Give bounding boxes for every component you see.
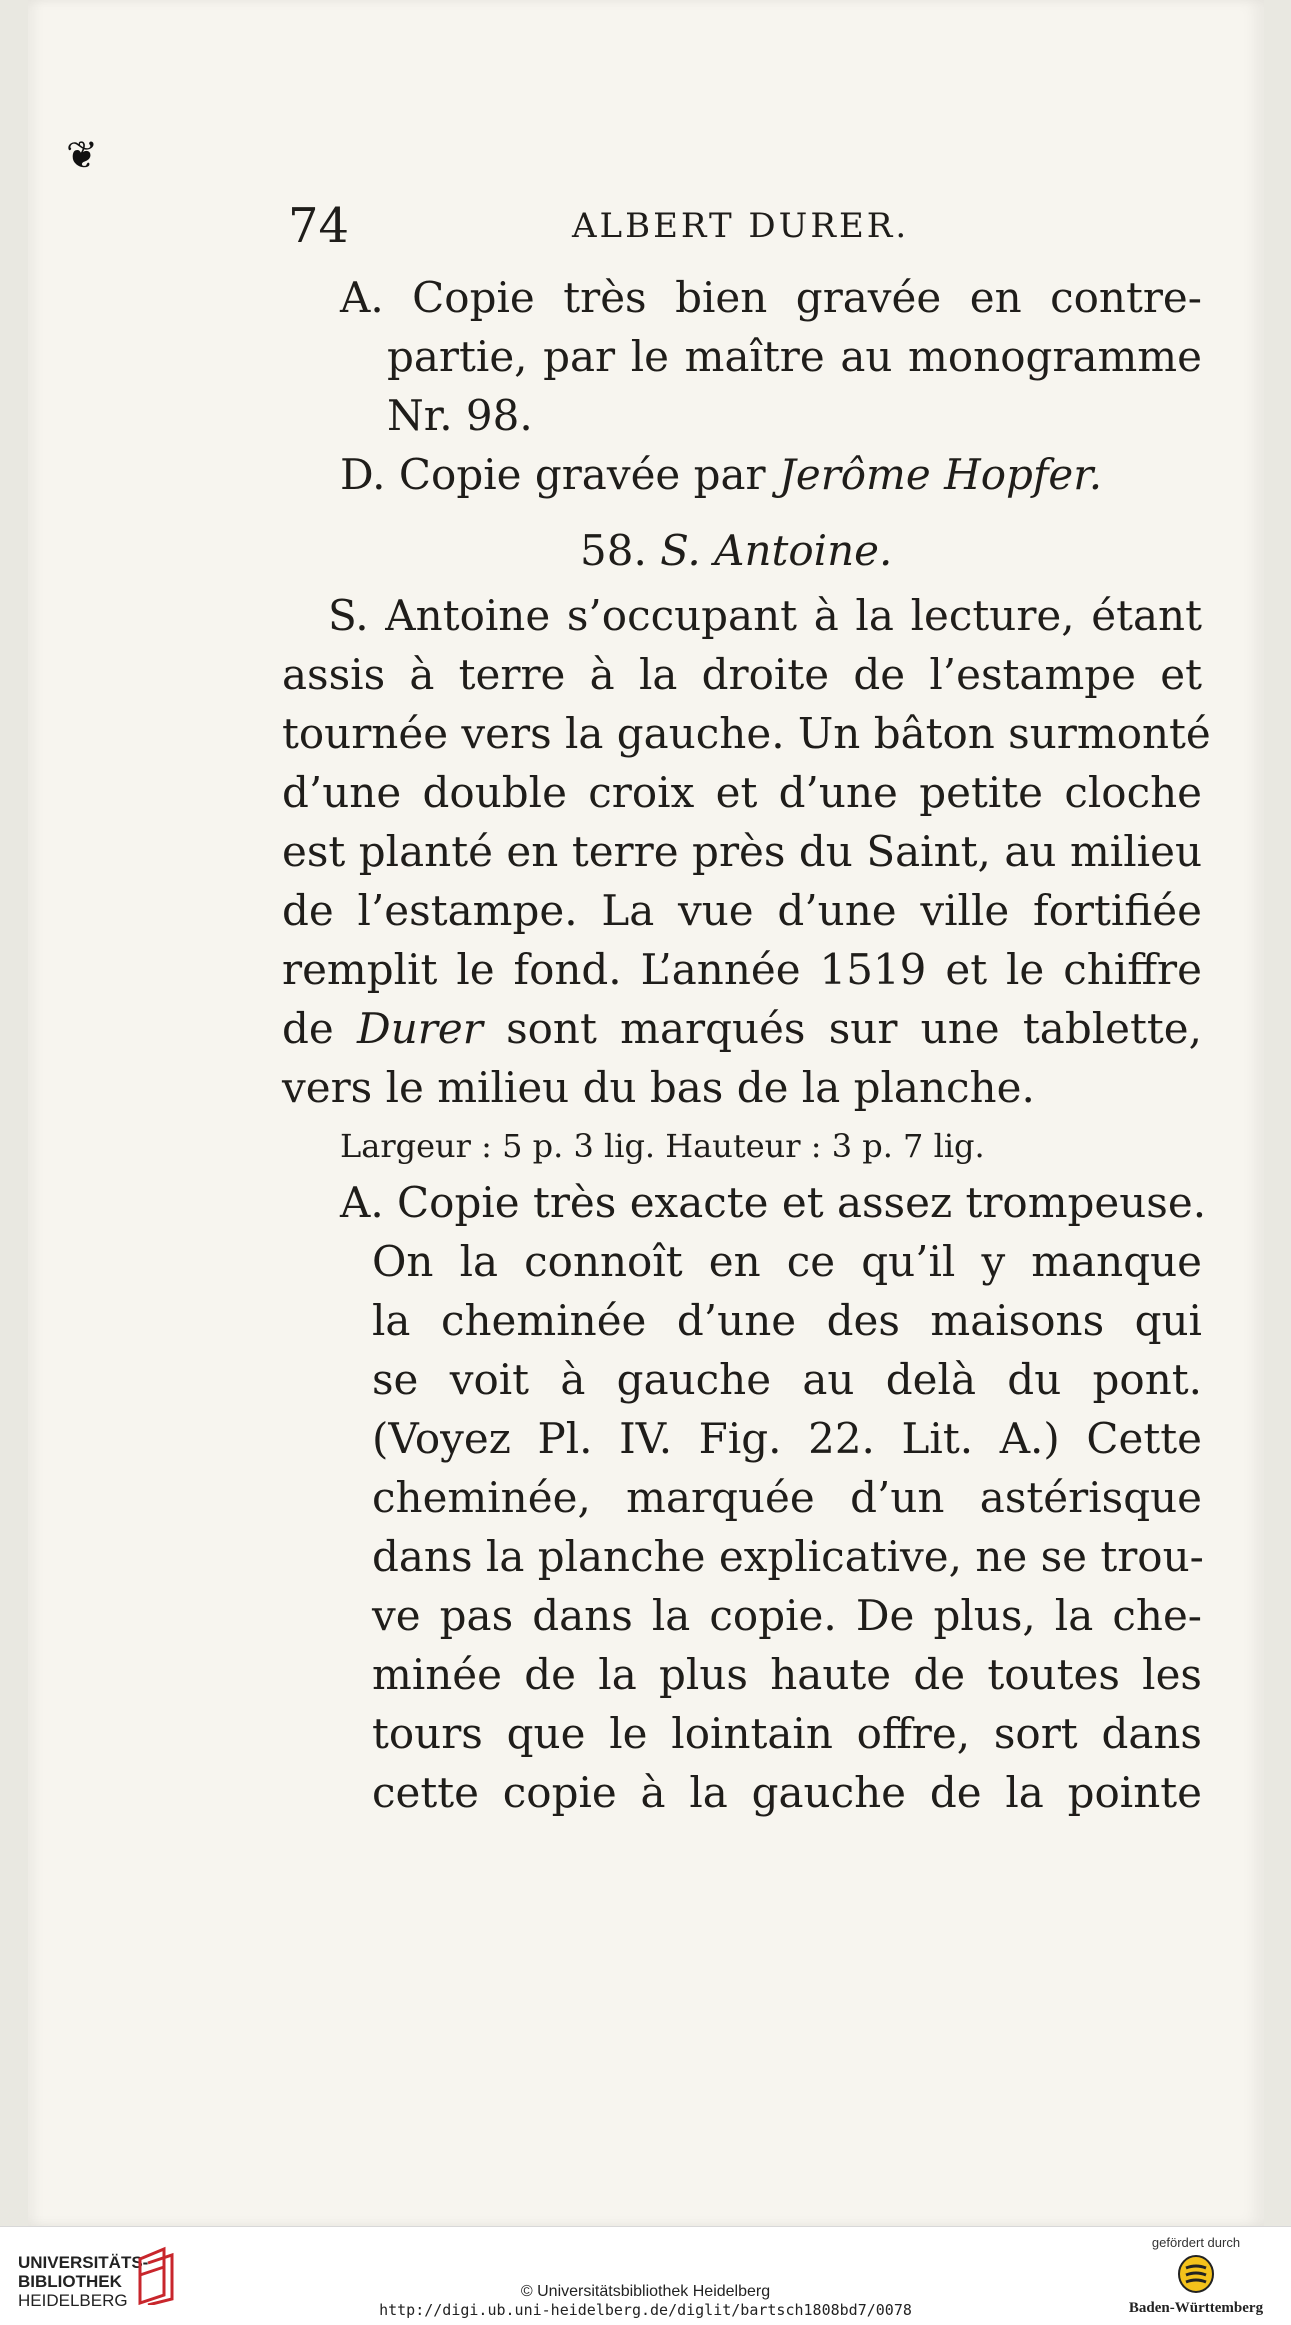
- viewer-footer: [0, 2226, 1291, 2325]
- copy-line-3: la cheminée d’une des maisons qui: [372, 1296, 1202, 1345]
- desc-durer-post: sont marqués sur une tablette,: [506, 1004, 1202, 1053]
- sponsor-block: [1121, 2235, 1271, 2317]
- entry-name: S. Antoine.: [660, 526, 893, 575]
- copyright-notice: © Universitätsbibliothek Heidelberg: [520, 2283, 771, 2300]
- page-number: 74: [288, 198, 350, 254]
- entry-title: [282, 516, 1202, 586]
- copy-a-text: Copie très bien gravée en contre-: [412, 273, 1202, 322]
- copy-line-1: A. Copie très exacte et assez trompeuse.: [340, 1178, 1207, 1227]
- sponsor-label: gefördert durch: [1151, 2235, 1241, 2250]
- desc-line-5: est planté en terre près du Saint, au milieu: [282, 827, 1202, 876]
- copy-line-5: (Voyez Pl. IV. Fig. 22. Lit. A.) Cette: [372, 1414, 1202, 1463]
- state-crest-icon: [1176, 2254, 1216, 2294]
- copy-line-2: On la connoît en ce qu’il y manque: [372, 1237, 1202, 1286]
- sponsor-name: Baden-Württemberg: [1128, 2300, 1264, 2316]
- copy-line-7: dans la planche explicative, ne se trou-: [372, 1532, 1204, 1581]
- text-block: [282, 196, 1211, 1822]
- copy-a-line-3: Nr. 98.: [387, 391, 533, 440]
- running-head: ALBERT DURER.: [572, 206, 910, 246]
- copy-d-label: D.: [340, 450, 386, 499]
- library-name-line-2: BIBLIOTHEK: [18, 2272, 122, 2291]
- desc-durer-pre: de: [282, 1004, 334, 1053]
- copy-line-6: cheminée, marquée d’un astérisque: [372, 1473, 1202, 1522]
- artist-name: Durer: [357, 1004, 483, 1053]
- library-name-line-3: HEIDELBERG: [18, 2291, 128, 2310]
- permalink-url[interactable]: http://digi.ub.uni-heidelberg.de/diglit/bartsch1808bd7/0078: [379, 2301, 912, 2319]
- entry-number: 58.: [580, 526, 647, 575]
- desc-line-4: d’une double croix et d’une petite cloche: [282, 768, 1202, 817]
- desc-line-6: de l’estampe. La vue d’une ville fortifiée: [282, 886, 1202, 935]
- copy-a-label: A.: [340, 273, 384, 322]
- book-page: [28, 0, 1264, 2226]
- desc-line-2: assis à terre à la droite de l’estampe et: [282, 650, 1202, 699]
- dimensions: Largeur : 5 p. 3 lig. Hauteur : 3 p. 7 lig.: [340, 1127, 985, 1165]
- copy-a-line-1: [282, 268, 1202, 327]
- library-name-line-1: UNIVERSITÄTS-: [18, 2253, 149, 2272]
- margin-ornament: ❦: [66, 133, 98, 177]
- copy-line-11: cette copie à la gauche de la pointe: [372, 1768, 1202, 1817]
- copy-line-4: se voit à gauche au delà du pont.: [372, 1355, 1202, 1404]
- page-header: [282, 196, 1202, 268]
- desc-line-7: remplit le fond. L’année 1519 et le chiffre: [282, 945, 1202, 994]
- desc-line-9: vers le milieu du bas de la planche.: [282, 1063, 1035, 1112]
- copy-a-line-2: partie, par le maître au monogramme: [387, 332, 1202, 381]
- copy-d-line: [282, 445, 1202, 504]
- copy-line-10: tours que le lointain offre, sort dans: [372, 1709, 1202, 1758]
- desc-line-3: tournée vers la gauche. Un bâton surmonté: [282, 709, 1211, 758]
- copy-d-text: Copie gravée par: [398, 450, 766, 499]
- copy-line-9: minée de la plus haute de toutes les: [372, 1650, 1202, 1699]
- engraver-name: Jerôme Hopfer.: [779, 450, 1103, 499]
- copy-line-8: ve pas dans la copie. De plus, la che-: [372, 1591, 1202, 1640]
- desc-line-8: [282, 999, 1202, 1058]
- desc-line-1: S. Antoine s’occupant à la lecture, étant: [328, 591, 1202, 640]
